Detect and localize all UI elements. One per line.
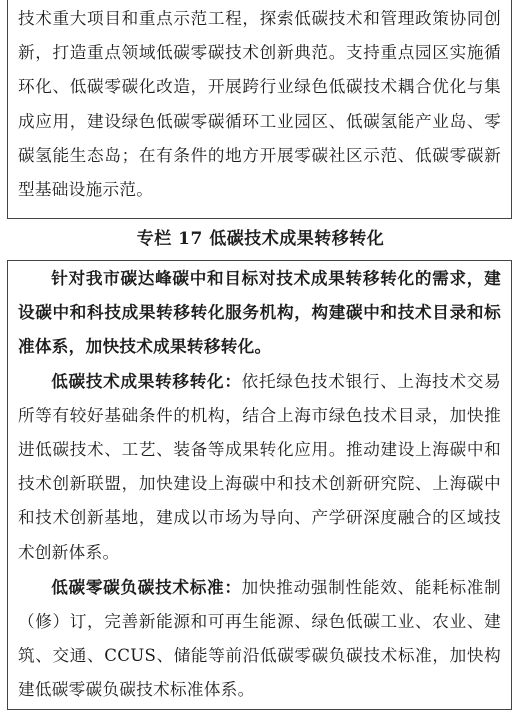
column-item-standards [8, 570, 511, 708]
item-text: 依托绿色技术银行、上海技术交易所等有较好基础条件的机构，结合上海市绿色技术目录，加快推进低碳技术、工艺、装备等成果转化应用。推动建设上海碳中和技术创新联盟，加快建设上海碳中和技术创新研究院、上海碳中和技术创新基地，建成以市场为导向、产学研深度融合的区域技术创新体系。 [18, 371, 501, 562]
item-lead: 低碳零碳负碳技术标准： [51, 576, 242, 597]
column-item-transfer [8, 364, 511, 570]
continued-paragraph: 技术重大项目和重点示范工程，探索低碳技术和管理政策协同创新，打造重点领域低碳零碳技术创新典范。支持重点园区实施循环化、低碳零碳化改造，开展跨行业绿色低碳技术耦合优化与集成应用，建设绿色低碳零碳循环工业园区、低碳氢能产业岛、零碳氢能生态岛；在有条件的地方开展零碳社区示范、低碳零碳新型基础设施示范。 [18, 9, 501, 200]
column-title: 专栏 17 低碳技术成果转移转化 [136, 229, 385, 249]
column-box [7, 260, 512, 710]
column-intro: 针对我市碳达峰碳中和目标对技术成果转移转化的需求，建设碳中和科技成果转移转化服务机构，构建碳中和技术目录和标准体系，加快技术成果转移转化。 [18, 268, 501, 357]
continued-text-box [7, 0, 512, 219]
item-lead: 低碳技术成果转移转化： [51, 370, 242, 391]
item-text: 加快推动强制性能效、能耗标准制（修）订，完善新能源和可再生能源、绿色低碳工业、农业、建筑、交通、CCUS、储能等前沿低碳零碳负碳技术标准，加快构建低碳零碳负碳技术标准体系。 [18, 577, 501, 700]
